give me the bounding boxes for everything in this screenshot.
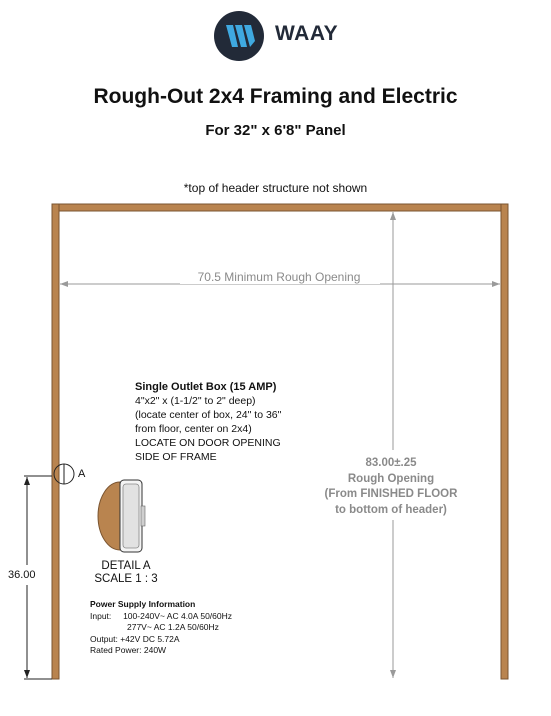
page-subtitle: For 32" x 6'8" Panel (205, 122, 346, 139)
power-input-line-2: 277V~ AC 1.2A 50/60Hz (127, 622, 219, 632)
height-label-line: Rough Opening (347, 472, 435, 485)
power-rated-line: Rated Power: 240W (90, 645, 167, 655)
brand-name: WAAY (275, 22, 339, 45)
width-dimension-label: 70.5 Minimum Rough Opening (197, 270, 361, 284)
outlet-box-line: LOCATE ON DOOR OPENING (135, 437, 281, 449)
outlet-box-callout (135, 380, 281, 464)
outlet-box-line: from floor, center on 2x4) (135, 423, 252, 435)
outlet-box-heading: Single Outlet Box (15 AMP) (135, 381, 277, 393)
power-output-line: Output: +42V DC 5.72A (90, 633, 180, 644)
detail-marker-label: A (78, 468, 86, 480)
header-note: *top of header structure not shown (183, 181, 368, 195)
detail-scale: SCALE 1 : 3 (94, 573, 158, 585)
outlet-height-label: 36.00 (8, 569, 36, 581)
power-input-line: Input: 100-240V~ AC 4.0A 50/60Hz (90, 610, 233, 621)
right-stud (501, 204, 508, 679)
left-stud (52, 204, 59, 679)
power-supply-heading: Power Supply Information (90, 599, 196, 609)
waay-logo-icon (214, 11, 264, 61)
detail-title: DETAIL A (101, 560, 151, 572)
height-label-line: to bottom of header) (335, 503, 447, 516)
outlet-box-line: (locate center of box, 24" to 36" (135, 409, 282, 421)
height-dimension-line (390, 212, 396, 678)
page-title: Rough-Out 2x4 Framing and Electric (93, 85, 458, 108)
header-beam (52, 204, 508, 211)
outlet-box-line: SIDE OF FRAME (135, 451, 217, 463)
outlet-box-line: 4"x2" x (1-1/2" to 2" deep) (135, 395, 256, 407)
rough-opening-height-label (306, 456, 476, 518)
outlet-detail-icon (98, 480, 145, 552)
height-value: 83.00 (365, 457, 395, 469)
height-tolerance: ±.25 (394, 457, 417, 469)
power-supply-info (90, 599, 232, 657)
height-label-line: (From FINISHED FLOOR (324, 488, 458, 500)
detail-a-caption (86, 560, 166, 586)
